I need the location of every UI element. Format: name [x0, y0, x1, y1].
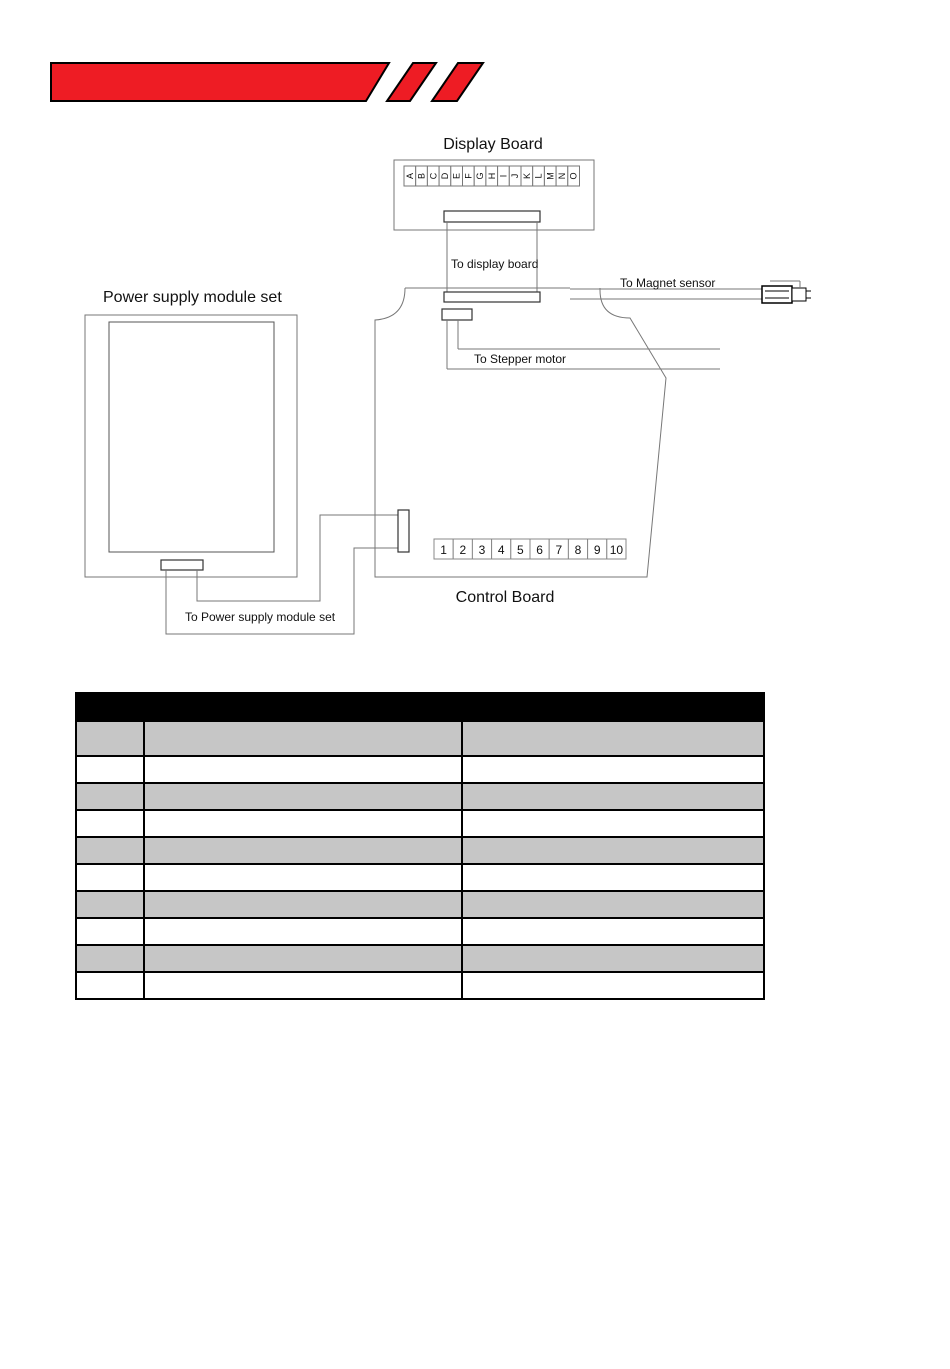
display-pin-label: M	[545, 172, 556, 180]
table-cell	[144, 945, 462, 972]
table-cell	[462, 891, 764, 918]
control-display-connector	[444, 292, 540, 302]
terminal-label: 8	[574, 543, 582, 557]
table-cell	[76, 945, 144, 972]
table-cell	[76, 810, 144, 837]
table-cell	[76, 756, 144, 783]
control-terminal-strip	[434, 539, 626, 559]
header-stripe-1	[387, 63, 436, 101]
terminal-label: 4	[497, 543, 505, 557]
table-cell	[462, 837, 764, 864]
table-cell	[144, 918, 462, 945]
terminal-label: 2	[459, 543, 467, 557]
table-cell	[462, 721, 764, 756]
table-cell	[76, 864, 144, 891]
display-pin-label: B	[416, 172, 427, 180]
table-cell	[76, 837, 144, 864]
table-cell	[76, 891, 144, 918]
display-pin-label: A	[404, 172, 415, 180]
table-row	[76, 837, 764, 864]
table-cell	[76, 721, 144, 756]
stepper-connector	[442, 309, 472, 320]
terminal-label: 6	[536, 543, 543, 557]
display-pin-label: K	[521, 172, 532, 180]
display-pin-label: N	[556, 172, 567, 180]
to-magnet-label: To Magnet sensor	[620, 276, 716, 290]
table-cell	[144, 810, 462, 837]
table-cell	[144, 837, 462, 864]
power-supply-connector	[161, 560, 203, 570]
power-supply-title: Power supply module set	[103, 289, 282, 306]
to-display-label: To display board	[451, 257, 539, 271]
table-cell	[76, 918, 144, 945]
table-row	[76, 756, 764, 783]
control-power-connector	[398, 510, 409, 552]
table-row	[76, 783, 764, 810]
control-board-title: Control Board	[455, 589, 555, 606]
table-cell	[144, 783, 462, 810]
power-supply-outer	[85, 315, 297, 577]
header-bar	[51, 63, 389, 101]
table-header-cell	[76, 693, 144, 721]
display-pin-label: J	[510, 173, 521, 179]
data-table	[75, 692, 765, 1000]
control-board-outline	[375, 288, 666, 577]
table-cell	[144, 721, 462, 756]
table-cell	[144, 864, 462, 891]
terminal-label: 7	[555, 543, 563, 557]
terminal-label: 5	[517, 543, 524, 557]
table-cell	[462, 756, 764, 783]
table-cell	[462, 783, 764, 810]
display-pin-label: E	[451, 172, 462, 180]
table-row	[76, 721, 764, 756]
table-row	[76, 810, 764, 837]
header-stripe-2	[432, 63, 483, 101]
table-cell	[144, 972, 462, 999]
terminal-label: 9	[593, 543, 601, 557]
terminal-label: 1	[440, 543, 447, 557]
table-row	[76, 891, 764, 918]
display-pin-label: H	[486, 172, 497, 180]
power-supply-inner	[109, 322, 274, 552]
table-cell	[76, 972, 144, 999]
display-pin-label: I	[498, 174, 509, 178]
table-row	[76, 918, 764, 945]
magnet-sensor-plug-icon	[762, 281, 811, 303]
display-pin-label: C	[428, 172, 439, 180]
terminal-label: 10	[609, 543, 624, 557]
table-header-row	[76, 693, 764, 721]
table-cell	[76, 783, 144, 810]
table-row	[76, 864, 764, 891]
table-header-cell	[144, 693, 462, 721]
display-board-title: Display Board	[443, 136, 543, 153]
display-connector	[444, 211, 540, 222]
table-cell	[462, 864, 764, 891]
table-cell	[144, 756, 462, 783]
to-power-label: To Power supply module set	[185, 610, 336, 624]
display-pin-label: L	[533, 173, 544, 179]
terminal-label: 3	[478, 543, 486, 557]
to-stepper-label: To Stepper motor	[474, 352, 567, 366]
table-cell	[462, 945, 764, 972]
header-banner	[51, 63, 483, 101]
table-header-cell	[462, 693, 764, 721]
display-pin-label: D	[439, 172, 450, 180]
display-pin-label: F	[463, 173, 474, 179]
table-cell	[144, 891, 462, 918]
table-cell	[462, 810, 764, 837]
table-cell	[462, 972, 764, 999]
display-pin-strip	[404, 166, 580, 186]
table-cell	[462, 918, 764, 945]
table-row	[76, 972, 764, 999]
display-pin-label: G	[475, 172, 486, 180]
display-pin-label: O	[568, 172, 579, 180]
table-row	[76, 945, 764, 972]
